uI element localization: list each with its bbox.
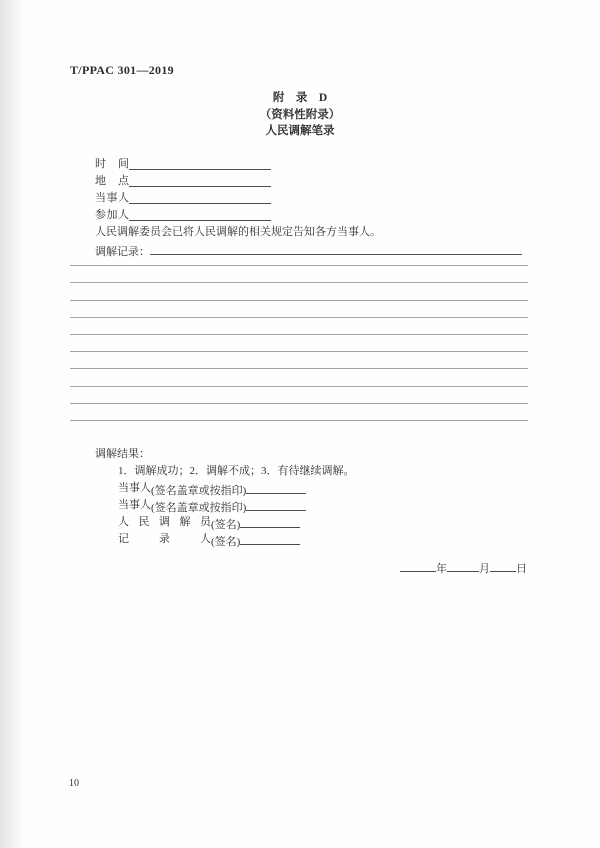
signature-row — [95, 480, 355, 497]
field-blank-line — [129, 156, 271, 170]
record-line — [70, 335, 528, 352]
title-block — [0, 90, 600, 140]
signature-label: 当事人 — [118, 482, 151, 494]
signature-row — [95, 497, 355, 514]
record-line — [70, 283, 528, 300]
result-heading: 调解结果： — [95, 448, 150, 460]
record-line — [70, 352, 528, 369]
appendix-type-note: （资料性附录） — [259, 108, 341, 121]
field-row-participant — [95, 207, 522, 224]
date-unit-month: 月 — [479, 563, 490, 575]
record-line — [70, 387, 528, 404]
signature-suffix: (签名盖章或按指印) — [151, 502, 247, 514]
field-label-participant: 参加人 — [95, 209, 129, 221]
record-line — [70, 318, 528, 335]
date-blank-day — [490, 558, 516, 572]
date-unit-day: 日 — [516, 563, 527, 575]
field-label-record: 调解记录： — [95, 246, 150, 258]
form-header-fields — [95, 156, 522, 258]
standard-code: T/PPAC 301—2019 — [70, 63, 174, 77]
result-options: 1．调解成功；2．调解不成；3．有待继续调解。 — [118, 465, 355, 477]
signature-label: 人民调解员 — [118, 516, 211, 528]
field-row-place — [95, 173, 522, 190]
signature-label: 记录人 — [118, 533, 211, 545]
form-title: 人民调解笔录 — [265, 125, 335, 137]
record-line — [70, 301, 528, 318]
record-line — [70, 369, 528, 386]
field-label-place: 地点 — [95, 175, 129, 187]
record-line — [70, 266, 528, 283]
record-line — [70, 249, 528, 266]
date-blank-year — [400, 558, 436, 572]
signature-blank-line — [240, 514, 300, 528]
signature-blank-line — [240, 531, 300, 545]
signature-suffix: (签名盖章或按指印) — [151, 485, 247, 497]
field-row-party — [95, 190, 522, 207]
signature-label: 当事人 — [118, 499, 151, 511]
signature-row — [95, 531, 355, 548]
date-line — [400, 558, 527, 575]
result-block — [95, 446, 355, 548]
notice-statement: 人民调解委员会已将人民调解的相关规定告知各方当事人。 — [95, 226, 381, 238]
field-blank-line — [129, 190, 271, 204]
page-number: 10 — [69, 778, 79, 789]
date-unit-year: 年 — [436, 563, 447, 575]
record-line — [70, 404, 528, 421]
field-row-time — [95, 156, 522, 173]
signature-suffix: (签名) — [211, 536, 241, 548]
date-blank-month — [447, 558, 479, 572]
record-lines — [70, 249, 528, 421]
field-blank-line — [129, 207, 271, 221]
signature-suffix: (签名) — [211, 519, 241, 531]
signature-blank-line — [246, 497, 306, 511]
field-blank-line — [129, 173, 271, 187]
field-label-party: 当事人 — [95, 192, 129, 204]
appendix-title: 附 录 D — [272, 92, 328, 104]
signature-blank-line — [246, 480, 306, 494]
field-label-time: 时间 — [95, 158, 129, 170]
signature-row — [95, 514, 355, 531]
